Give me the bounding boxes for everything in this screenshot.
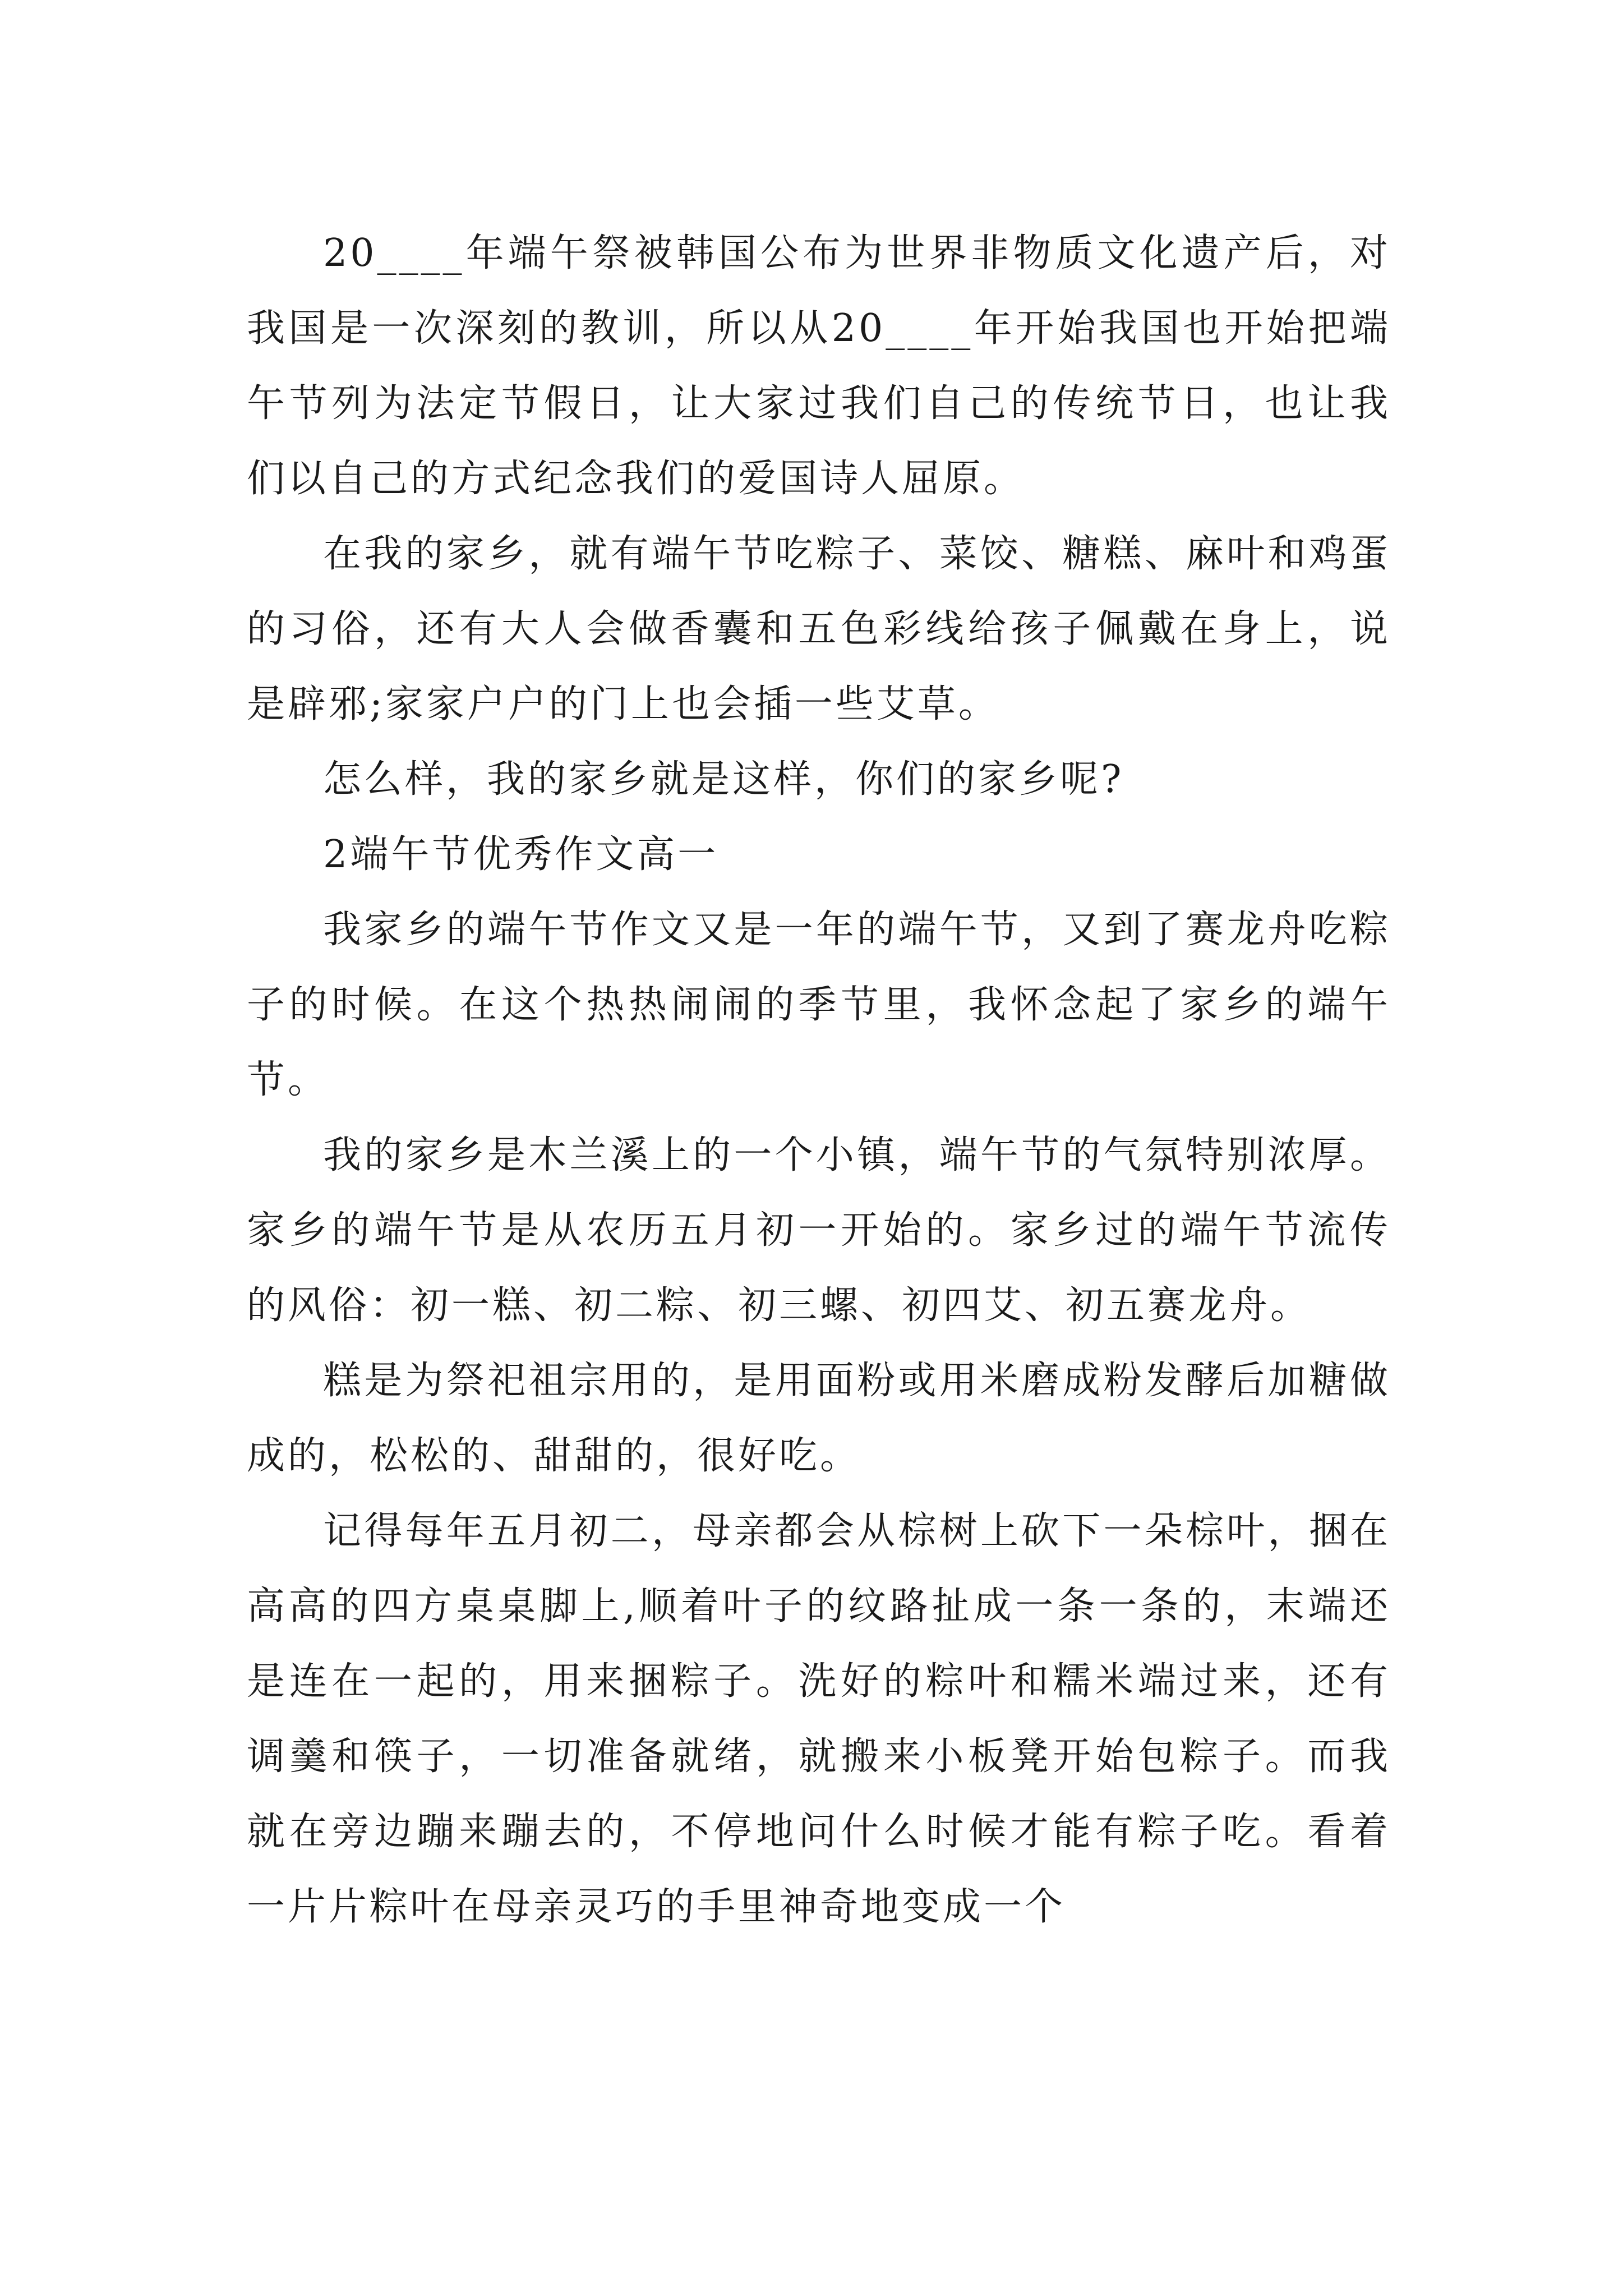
section-heading: 2端午节优秀作文高一 — [323, 832, 719, 877]
paragraph-3: 怎么样，我的家乡就是这样，你们的家乡呢? — [323, 757, 1124, 802]
paragraph-7: 记得每年五月初二，母亲都会从棕树上砍下一朵棕叶，捆在高高的四方桌桌脚上,顺着叶子的纹路扯成一条一条的，末端还是连在一起的，用来捆粽子。洗好的粽叶和糯米端过来，还有调羹和筷子，一切准备就绪，就搬来小板凳开始包粽子。而我就在旁边蹦来蹦去的，不停地问什么时候才能有粽子吃。看着一片片粽叶在母亲灵巧的手里神奇地变成一个 — [247, 1509, 1391, 1929]
paragraph-2: 在我的家乡，就有端午节吃粽子、菜饺、糖糕、麻叶和鸡蛋的习俗，还有大人会做香囊和五色彩线给孩子佩戴在身上，说是辟邪;家家户户的门上也会插一些艾草。 — [247, 532, 1391, 726]
paragraph-4: 我家乡的端午节作文又是一年的端午节，又到了赛龙舟吃粽子的时候。在这个热热闹闹的季节里，我怀念起了家乡的端午节。 — [247, 908, 1391, 1102]
document-body — [247, 216, 1391, 1945]
paragraph-1: 20____年端午祭被韩国公布为世界非物质文化遗产后，对我国是一次深刻的教训，所以从20____年开始我国也开始把端午节列为法定节假日，让大家过我们自己的传统节日，也让我们以自己的方式纪念我们的爱国诗人屈原。 — [247, 231, 1391, 501]
paragraph-6: 糕是为祭祀祖宗用的，是用面粉或用米磨成粉发酵后加糖做成的，松松的、甜甜的，很好吃。 — [247, 1359, 1391, 1478]
paragraph-5: 我的家乡是木兰溪上的一个小镇，端午节的气氛特别浓厚。家乡的端午节是从农历五月初一开始的。家乡过的端午节流传的风俗：初一糕、初二粽、初三螺、初四艾、初五赛龙舟。 — [247, 1133, 1391, 1328]
